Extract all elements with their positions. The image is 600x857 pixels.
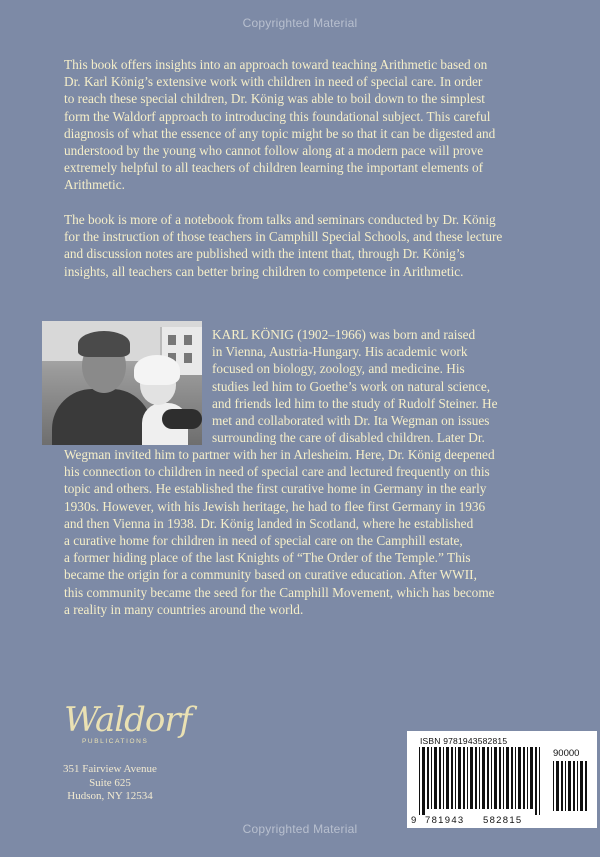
- barcode-bar: [494, 747, 497, 809]
- barcode-bar: [530, 747, 533, 809]
- barcode-bar: [470, 747, 473, 809]
- author-photo: [42, 321, 202, 445]
- ean-barcode-bars: [419, 747, 543, 817]
- barcode-bar: [446, 747, 449, 809]
- barcode-bar: [565, 761, 566, 811]
- barcode-bar: [427, 747, 429, 809]
- barcode-bar: [539, 747, 540, 815]
- text-line: became the origin for a community based on curative education. After WWII,: [64, 567, 477, 583]
- barcode-bar: [585, 761, 587, 811]
- barcode-bar: [422, 747, 425, 815]
- barcode-bar: [573, 761, 575, 811]
- barcode-bar: [511, 747, 513, 809]
- text-line: understood by the young who cannot follow along at a modern pace will prove: [64, 143, 484, 159]
- barcode-bar: [515, 747, 516, 809]
- text-line: and friends led him to the study of Rudolf Steiner. He: [212, 395, 498, 411]
- barcode-bar: [577, 761, 578, 811]
- address-line: Hudson, NY 12534: [67, 790, 153, 802]
- barcode-bar: [482, 747, 485, 809]
- text-line: and then Vienna in 1938. Dr. König landed in Scotland, where he established: [64, 515, 474, 531]
- text-line: a curative home for children in need of special care on the Camphill estate,: [64, 533, 463, 549]
- barcode-bar: [556, 761, 559, 811]
- barcode-bar: [487, 747, 489, 809]
- description-paragraph-2: [64, 211, 546, 280]
- barcode-bar: [553, 761, 554, 811]
- text-line: surrounding the care of disabled children. Later Dr.: [212, 430, 485, 446]
- author-bio-continued: [64, 446, 554, 618]
- isbn-label: ISBN 9781943582815: [420, 736, 508, 746]
- text-line: in Vienna, Austria-Hungary. His academic work: [212, 344, 468, 360]
- supplement-barcode-bars: [553, 761, 591, 817]
- text-line: met and collaborated with Dr. Ita Wegman on issues: [212, 413, 490, 429]
- text-line: This book offers insights into an approach toward teaching Arithmetic based on: [64, 57, 488, 72]
- text-line: a reality in many countries around the world.: [64, 601, 304, 617]
- barcode-bar: [527, 747, 528, 809]
- text-line: this community became the seed for the Camphill Movement, which has become: [64, 584, 495, 600]
- isbn-barcode: [407, 731, 597, 828]
- text-line: studies led him to Goethe’s work on natural science,: [212, 378, 491, 394]
- waldorf-publications-logo: [54, 700, 192, 746]
- text-line: to reach these special children, Dr. König was able to boil down to the simplest: [64, 91, 485, 107]
- barcode-bar: [561, 761, 563, 811]
- text-line: Dr. Karl König’s extensive work with children in need of special care. In order: [64, 74, 483, 90]
- ean-lead-digit: 9: [411, 815, 417, 826]
- text-line: focused on biology, zoology, and medicine. His: [212, 361, 465, 377]
- barcode-bar: [463, 747, 465, 809]
- logo-subtitle: PUBLICATIONS: [82, 738, 149, 745]
- barcode-bar: [443, 747, 444, 809]
- text-line: Wegman invited him to partner with her in Arlesheim. Here, Dr. König deepened: [64, 447, 495, 462]
- text-line: insights, all teachers can better bring children to competence in Arithmetic.: [64, 263, 464, 279]
- copyright-watermark-top: Copyrighted Material: [242, 16, 358, 30]
- barcode-bar: [523, 747, 525, 809]
- text-line: form the Waldorf approach to introducing this foundational subject. This careful: [64, 108, 491, 124]
- barcode-bar: [439, 747, 441, 809]
- barcode-bar: [451, 747, 453, 809]
- text-line: diagnosis of what the essence of any topic might be so that it can be digested and: [64, 125, 496, 141]
- text-line: The book is more of a notebook from talks and seminars conducted by Dr. König: [64, 212, 496, 227]
- text-line: his connection to children in need of special care and lectured frequently on this: [64, 464, 490, 480]
- barcode-bar: [506, 747, 509, 809]
- barcode-bar: [491, 747, 492, 809]
- barcode-bar: [467, 747, 468, 809]
- text-line: for the instruction of those teachers in Camphill Special Schools, and these lecture: [64, 229, 503, 245]
- text-line: topic and others. He established the first curative home in Germany in the early: [64, 481, 487, 497]
- barcode-bar: [431, 747, 432, 809]
- barcode-bar: [479, 747, 480, 809]
- description-paragraph-1: [64, 56, 546, 194]
- text-line: a former hiding place of the last Knights of “The Order of the Temple.” This: [64, 550, 471, 566]
- text-line: and discussion notes are published with the intent that, through Dr. König’s: [64, 246, 465, 262]
- barcode-bar: [458, 747, 461, 809]
- copyright-watermark-bottom: Copyrighted Material: [242, 822, 358, 836]
- barcode-bar: [535, 747, 537, 815]
- text-line: Arithmetic.: [64, 177, 125, 193]
- address-line: Suite 625: [89, 776, 131, 789]
- author-bio-beside-photo: [212, 326, 552, 446]
- price-code: 90000: [553, 748, 580, 759]
- text-line: extremely helpful to all teachers of children learning the important elements of: [64, 160, 484, 176]
- publisher-address: [40, 763, 180, 804]
- barcode-bar: [518, 747, 521, 809]
- ean-left-digits: 781943: [425, 815, 465, 826]
- text-line: KARL KÖNIG (1902–1966) was born and raised: [212, 327, 476, 342]
- barcode-bar: [499, 747, 501, 809]
- barcode-bar: [455, 747, 456, 809]
- barcode-bar: [434, 747, 437, 809]
- barcode-bar: [475, 747, 477, 809]
- barcode-bar: [580, 761, 583, 811]
- ean-right-digits: 582815: [483, 815, 523, 826]
- barcode-bar: [568, 761, 571, 811]
- address-line: 351 Fairview Avenue: [63, 763, 157, 775]
- text-line: 1930s. However, with his Jewish heritage, he had to flee first Germany in 1936: [64, 498, 486, 514]
- logo-wordmark: Waldorf: [64, 700, 192, 740]
- barcode-bar: [419, 747, 420, 815]
- barcode-bar: [503, 747, 504, 809]
